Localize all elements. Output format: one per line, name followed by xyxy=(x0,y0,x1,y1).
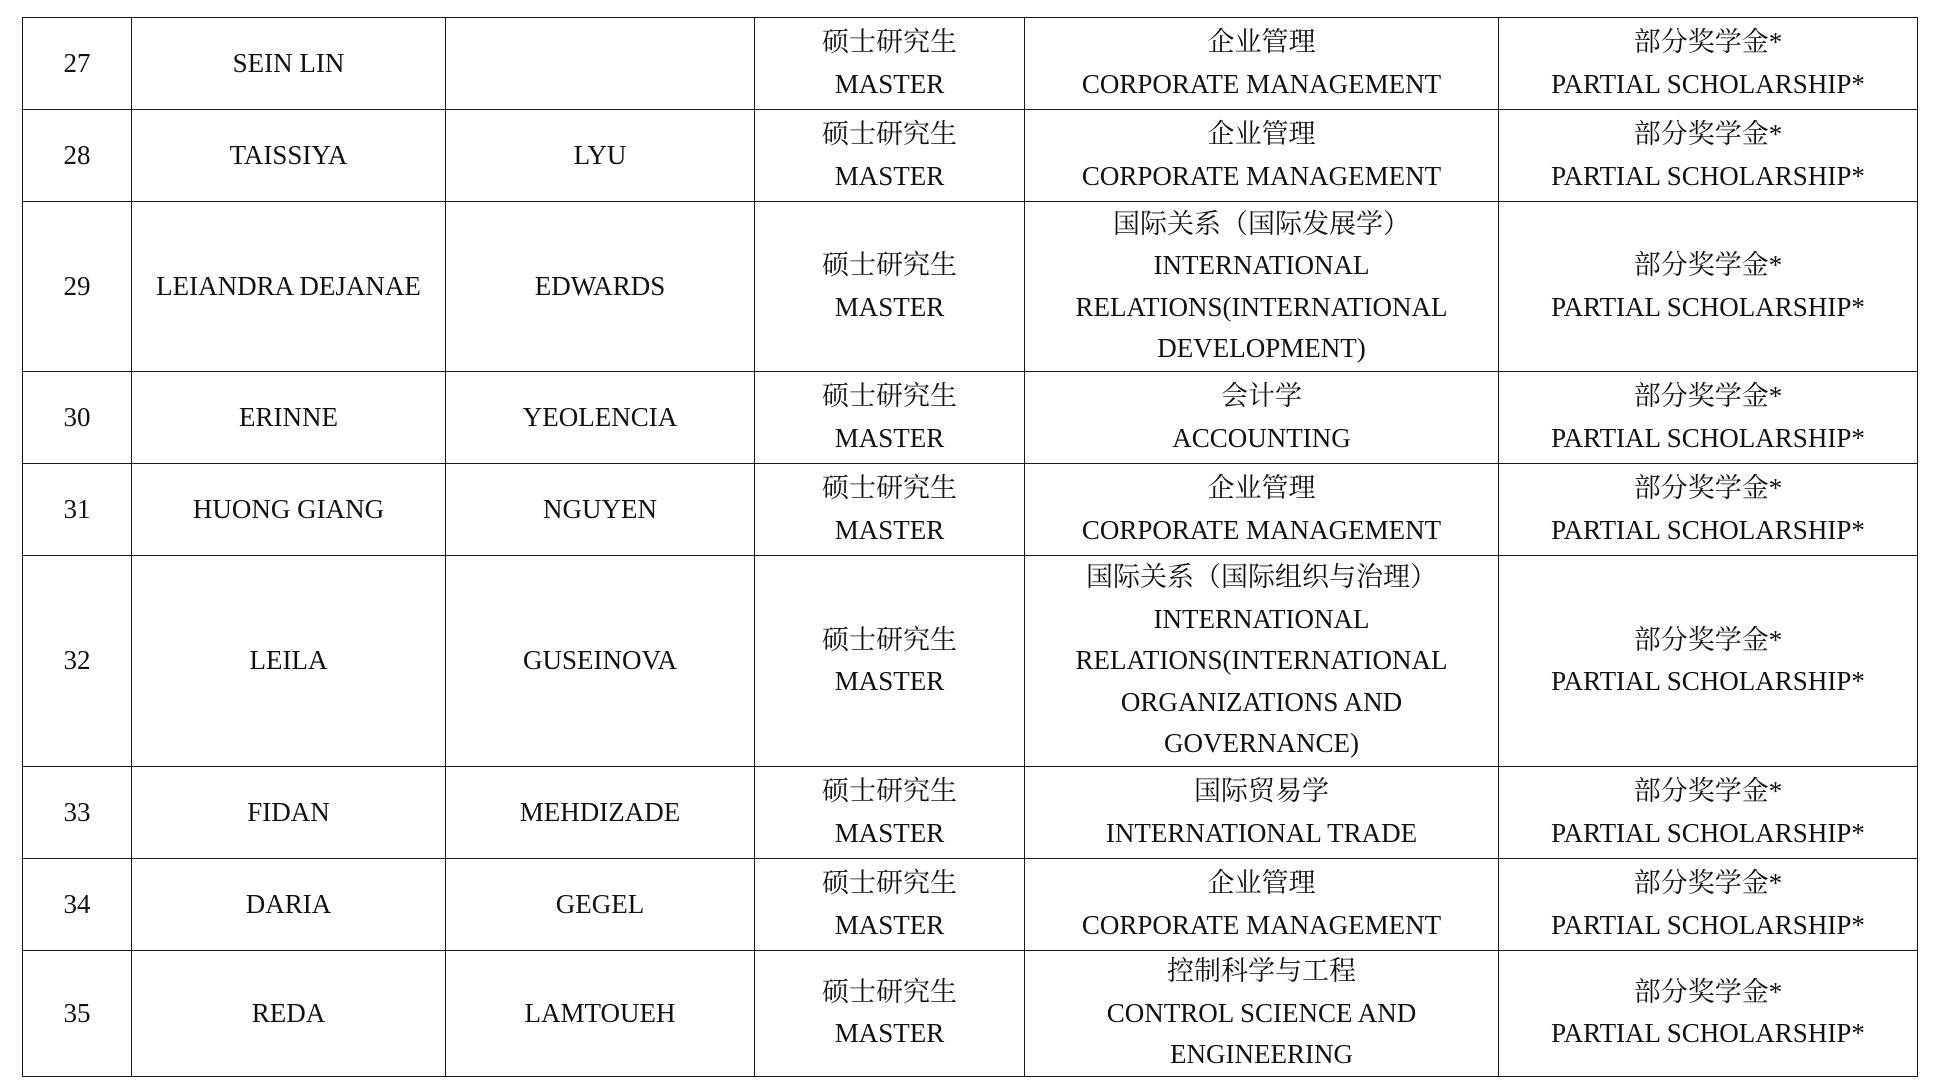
major xyxy=(1025,556,1499,767)
major-line: CORPORATE MANAGEMENT xyxy=(1081,68,1442,99)
table-row xyxy=(23,18,1918,110)
major-line: 企业管理 xyxy=(1207,473,1316,503)
major-line: 企业管理 xyxy=(1207,27,1316,57)
row-number: 33 xyxy=(23,767,132,859)
degree-line: MASTER xyxy=(834,291,945,322)
degree xyxy=(755,18,1025,110)
degree-line: MASTER xyxy=(834,1018,945,1049)
major-line: CORPORATE MANAGEMENT xyxy=(1081,514,1442,545)
degree-line: 硕士研究生 xyxy=(822,868,957,898)
major xyxy=(1025,859,1499,951)
last-name: LYU xyxy=(446,110,755,202)
last-name: YEOLENCIA xyxy=(446,372,755,464)
degree-line: 硕士研究生 xyxy=(822,776,957,806)
major-line: INTERNATIONAL xyxy=(1153,603,1370,634)
scholarship xyxy=(1499,951,1918,1077)
table-row xyxy=(23,859,1918,951)
major-line: 国际贸易学 xyxy=(1194,776,1329,806)
major xyxy=(1025,767,1499,859)
scholarship xyxy=(1499,372,1918,464)
major-line: 会计学 xyxy=(1221,381,1302,411)
row-number: 31 xyxy=(23,464,132,556)
degree-line: 硕士研究生 xyxy=(822,624,957,655)
major-line: 企业管理 xyxy=(1207,119,1316,149)
degree xyxy=(755,110,1025,202)
major xyxy=(1025,372,1499,464)
major xyxy=(1025,110,1499,202)
last-name xyxy=(446,18,755,110)
major-line: CONTROL SCIENCE AND xyxy=(1106,997,1417,1028)
table-row xyxy=(23,556,1918,767)
last-name: EDWARDS xyxy=(446,202,755,372)
last-name: MEHDIZADE xyxy=(446,767,755,859)
major-line: CORPORATE MANAGEMENT xyxy=(1081,909,1442,940)
degree-line: MASTER xyxy=(834,160,945,191)
major-line: RELATIONS(INTERNATIONAL xyxy=(1075,645,1448,676)
scholarship-line: PARTIAL SCHOLARSHIP* xyxy=(1551,291,1865,322)
degree-line: 硕士研究生 xyxy=(822,976,957,1007)
first-name: SEIN LIN xyxy=(132,18,446,110)
scholarship-line: 部分奖学金* xyxy=(1633,119,1783,149)
first-name: DARIA xyxy=(132,859,446,951)
degree-line: MASTER xyxy=(834,817,945,848)
major-line: 国际关系（国际组织与治理） xyxy=(1086,562,1437,593)
table-body xyxy=(23,18,1918,1077)
scholarship xyxy=(1499,767,1918,859)
degree xyxy=(755,767,1025,859)
first-name: ERINNE xyxy=(132,372,446,464)
major-line: 国际关系（国际发展学） xyxy=(1113,208,1410,239)
table-row xyxy=(23,202,1918,372)
degree xyxy=(755,202,1025,372)
table-row xyxy=(23,464,1918,556)
major-line: INTERNATIONAL TRADE xyxy=(1105,817,1418,848)
scholarship-line: PARTIAL SCHOLARSHIP* xyxy=(1551,422,1865,453)
degree xyxy=(755,372,1025,464)
scholarship-line: PARTIAL SCHOLARSHIP* xyxy=(1551,1018,1865,1049)
first-name: TAISSIYA xyxy=(132,110,446,202)
degree-line: 硕士研究生 xyxy=(822,250,957,280)
degree-line: MASTER xyxy=(834,909,945,940)
first-name: HUONG GIANG xyxy=(132,464,446,556)
table-row xyxy=(23,372,1918,464)
scholarship xyxy=(1499,859,1918,951)
scholarship-line: 部分奖学金* xyxy=(1633,868,1783,898)
row-number: 34 xyxy=(23,859,132,951)
major-line: ACCOUNTING xyxy=(1172,422,1351,453)
scholarship-line: 部分奖学金* xyxy=(1633,976,1783,1007)
major-line: RELATIONS(INTERNATIONAL xyxy=(1075,291,1448,322)
table-row xyxy=(23,110,1918,202)
major xyxy=(1025,464,1499,556)
scholarship-line: 部分奖学金* xyxy=(1633,473,1783,503)
major-line: INTERNATIONAL xyxy=(1153,250,1370,280)
first-name: LEILA xyxy=(132,556,446,767)
major-line: ENGINEERING xyxy=(1170,1039,1353,1069)
degree-line: MASTER xyxy=(834,514,945,545)
table-row xyxy=(23,951,1918,1077)
major-line: ORGANIZATIONS AND xyxy=(1120,686,1403,717)
scholarship-line: PARTIAL SCHOLARSHIP* xyxy=(1551,68,1865,99)
scholarship-line: PARTIAL SCHOLARSHIP* xyxy=(1551,909,1865,940)
scholarship xyxy=(1499,110,1918,202)
last-name: GUSEINOVA xyxy=(446,556,755,767)
degree xyxy=(755,464,1025,556)
scholarship xyxy=(1499,556,1918,767)
last-name: GEGEL xyxy=(446,859,755,951)
scholarship-list-table xyxy=(22,17,1918,1077)
first-name: LEIANDRA DEJANAE xyxy=(132,202,446,372)
scholarship-line: PARTIAL SCHOLARSHIP* xyxy=(1551,666,1865,696)
degree-line: MASTER xyxy=(834,422,945,453)
scholarship-line: PARTIAL SCHOLARSHIP* xyxy=(1551,817,1865,848)
degree xyxy=(755,859,1025,951)
scholarship-line: 部分奖学金* xyxy=(1633,624,1783,655)
first-name: FIDAN xyxy=(132,767,446,859)
row-number: 27 xyxy=(23,18,132,110)
scholarship-line: 部分奖学金* xyxy=(1633,250,1783,280)
row-number: 29 xyxy=(23,202,132,372)
degree-line: MASTER xyxy=(834,666,945,696)
scholarship xyxy=(1499,18,1918,110)
major-line: GOVERNANCE) xyxy=(1164,728,1359,759)
major xyxy=(1025,202,1499,372)
scholarship-line: 部分奖学金* xyxy=(1633,381,1783,411)
first-name: REDA xyxy=(132,951,446,1077)
row-number: 30 xyxy=(23,372,132,464)
major-line: DEVELOPMENT) xyxy=(1157,333,1366,363)
scholarship xyxy=(1499,202,1918,372)
major xyxy=(1025,18,1499,110)
scholarship-line: PARTIAL SCHOLARSHIP* xyxy=(1551,160,1865,191)
last-name: LAMTOUEH xyxy=(446,951,755,1077)
last-name: NGUYEN xyxy=(446,464,755,556)
degree-line: 硕士研究生 xyxy=(822,473,957,503)
degree xyxy=(755,556,1025,767)
row-number: 28 xyxy=(23,110,132,202)
major-line: 企业管理 xyxy=(1207,868,1316,898)
scholarship-line: 部分奖学金* xyxy=(1633,27,1783,57)
major-line: 控制科学与工程 xyxy=(1167,956,1356,986)
degree-line: 硕士研究生 xyxy=(822,381,957,411)
scholarship-line: PARTIAL SCHOLARSHIP* xyxy=(1551,514,1865,545)
row-number: 32 xyxy=(23,556,132,767)
degree-line: 硕士研究生 xyxy=(822,27,957,57)
degree xyxy=(755,951,1025,1077)
table-row xyxy=(23,767,1918,859)
major xyxy=(1025,951,1499,1077)
major-line: CORPORATE MANAGEMENT xyxy=(1081,160,1442,191)
degree-line: MASTER xyxy=(834,68,945,99)
row-number: 35 xyxy=(23,951,132,1077)
degree-line: 硕士研究生 xyxy=(822,119,957,149)
scholarship xyxy=(1499,464,1918,556)
scholarship-line: 部分奖学金* xyxy=(1633,776,1783,806)
